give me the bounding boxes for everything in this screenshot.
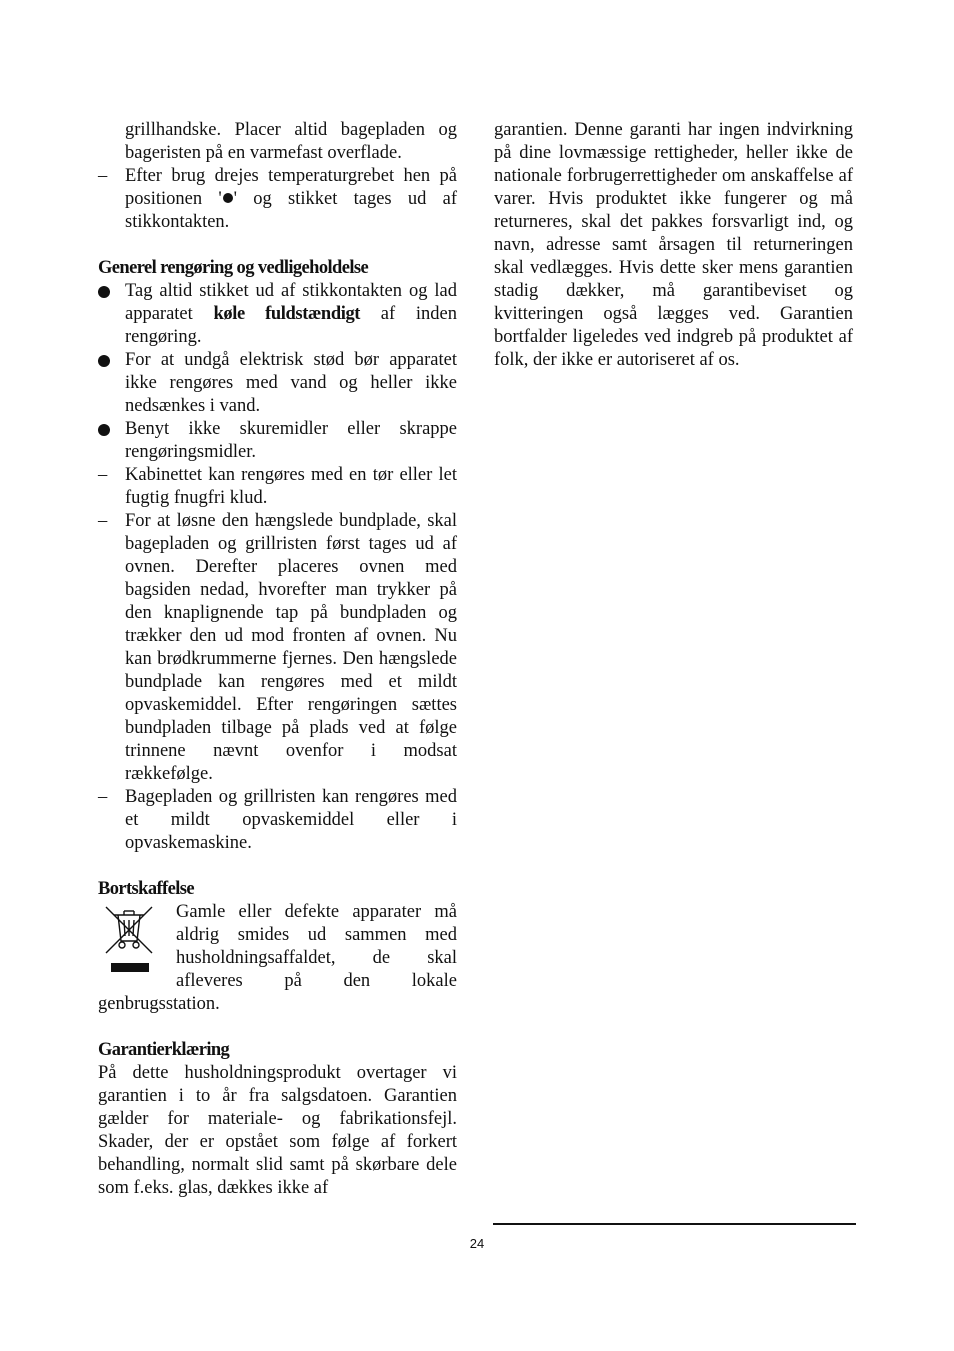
weee-bar-icon bbox=[111, 963, 149, 972]
weee-crossed-bin-icon bbox=[100, 901, 158, 979]
list-item-text bbox=[125, 280, 457, 349]
warranty-text: På dette husholdningsprodukt overtager vi garantien i to år fra salgsdatoen. Garantien gælder for materiale- og fabrikationsfejl. Skader, der er opstået som følge af forkert behandling, normalt slid samt på skørbare dele som f.eks. glas, dækkes ikke af bbox=[98, 1063, 457, 1198]
list-item-text: Bagepladen og grillristen kan rengøres med et mildt opvaskemiddel eller i opvaskemaskine. bbox=[125, 787, 457, 853]
dash-marker: – bbox=[98, 511, 108, 531]
section-heading-disposal: Bortskaffelse bbox=[98, 879, 194, 899]
dash-marker: – bbox=[98, 787, 108, 807]
text-fragment: Tag altid stikket ud af stikkontakten og lad apparatet bbox=[125, 281, 457, 324]
list-item bbox=[98, 349, 457, 418]
list-item bbox=[98, 510, 457, 786]
disposal-block bbox=[98, 901, 457, 1016]
bullet-icon bbox=[98, 355, 110, 367]
list-item-text: Kabinettet kan rengøres med en tør eller let fugtig fnugfri klud. bbox=[125, 465, 457, 508]
left-column bbox=[98, 119, 457, 1200]
list-item bbox=[98, 280, 457, 349]
dash-marker: – bbox=[98, 166, 108, 186]
list-item-text: For at undgå elektrisk stød bør apparatet ikke rengøres med vand og heller ikke nedsænkes i vand. bbox=[125, 350, 457, 416]
off-position-dot-icon bbox=[223, 193, 233, 203]
list-item-text: For at løsne den hængslede bundplade, skal bagepladen og grillristen først tages ud af ovnen. Derefter placeres ovnen med bagsiden nedad, hvorefter man trykker på den knaplignende tap på bundpladen og trækker den ud mod fronten af ovnen. Nu kan brødkrummerne fjernes. Den hængslede bundplade kan rengøres med et mildt opvaskemiddel. Efter rengøringen sættes bundpladen tilbage på plads ved at følge trinnene nævnt ovenfor i modsat rækkefølge. bbox=[125, 511, 457, 784]
text-fragment: ' og stikket tages ud af stikkontakten. bbox=[125, 189, 457, 232]
section-heading-cleaning: Generel rengøring og vedligeholdelse bbox=[98, 258, 369, 278]
right-column bbox=[494, 119, 853, 372]
text-fragment: Efter brug drejes temperaturgrebet hen på positionen ' bbox=[125, 166, 457, 209]
bullet-icon bbox=[98, 424, 110, 436]
dash-marker: – bbox=[98, 465, 108, 485]
list-item bbox=[98, 464, 457, 510]
section-heading-warranty: Garantierklæring bbox=[98, 1040, 230, 1060]
list-item bbox=[98, 165, 457, 234]
list-item-text: Benyt ikke skuremidler eller skrappe rengøringsmidler. bbox=[125, 419, 457, 462]
page-number: 24 bbox=[469, 1236, 485, 1251]
bold-text: køle fuldstændigt bbox=[213, 304, 361, 324]
list-item-text bbox=[125, 165, 457, 234]
warranty-continuation-text: garantien. Denne garanti har ingen indvirkning på dine lovmæssige rettigheder, heller ikke de nationale forbrugerrettigheder om anskaffelse af varer. Hvis produktet ikke fungerer og må returneres, skal det pakkes forsvarligt ind, og navn, adresse samt årsagen til returneringen skal vedlægges. Hvis dette sker mens garantien stadig dækker, må garantibeviset og kvitteringen også lægges ved. Garantien bortfalder ligeledes ved indgreb på produktet af folk, der ikke er autoriseret af os. bbox=[494, 120, 853, 370]
list-item bbox=[98, 418, 457, 464]
intro-continuation bbox=[98, 119, 457, 165]
footer-rule bbox=[493, 1223, 856, 1225]
bullet-icon bbox=[98, 286, 110, 298]
text-fragment: af inden rengøring. bbox=[125, 304, 457, 347]
intro-continuation-text: grillhandske. Placer altid bagepladen og bageristen på en varmefast overflade. bbox=[125, 120, 457, 163]
crossed-bin-graphic bbox=[100, 901, 158, 961]
list-item bbox=[98, 786, 457, 855]
disposal-text: Gamle eller defekte apparater må aldrig smides ud sammen med husholdningsaffaldet, de skal afleveres på den lokale genbrugsstation. bbox=[98, 902, 457, 1014]
